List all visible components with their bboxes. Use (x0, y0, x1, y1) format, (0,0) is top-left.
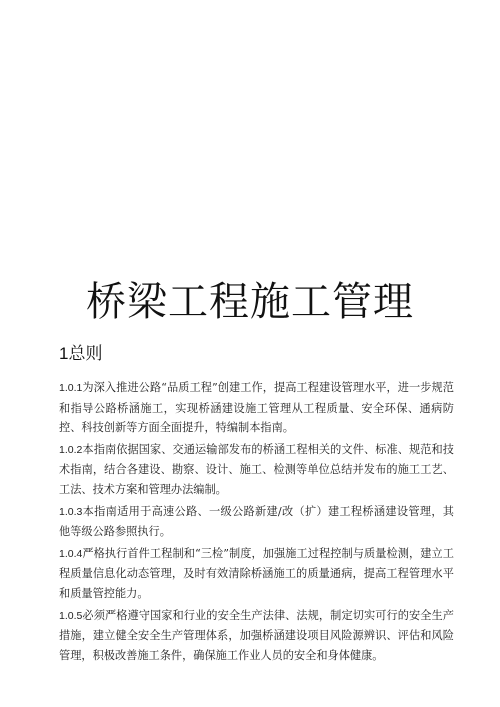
paragraph-text: 本指南依据国家、交通运输部发布的桥涵工程相关的文件、标准、规范和技术指南，结合各建设、勘察、设计、施工、检测等单位总结并发布的施工工艺、工法、技术方案和管理办法编制。 (59, 442, 454, 496)
paragraph-1-0-1 (59, 378, 454, 438)
document-title: 桥梁工程施工管理 (86, 279, 414, 325)
paragraph-text: 本指南适用于高速公路、一级公路新建/改（扩）建工程桥涵建设管理，其他等级公路参照执行。 (59, 504, 454, 539)
paragraph-1-0-3 (59, 502, 454, 542)
paragraph-1-0-4 (59, 544, 454, 604)
paragraph-number: 1.0.3 (59, 505, 83, 518)
paragraph-number: 1.0.2 (59, 443, 83, 456)
paragraph-number: 1.0.5 (59, 609, 83, 622)
section-title: 总则 (68, 344, 103, 364)
document-body (59, 378, 454, 667)
paragraph-1-0-2 (59, 440, 454, 500)
paragraph-text: 严格执行首件工程制和“三检”制度，加强施工过程控制与质量检测，建立工程质量信息化动态管理，及时有效清除桥涵施工的质量通病，提高工程管理水平和质量管控能力。 (59, 546, 454, 600)
section-heading (59, 343, 102, 365)
paragraph-1-0-5 (59, 606, 454, 666)
paragraph-text: 为深入推进公路“品质工程”创建工作，提高工程建设管理水平，进一步规范和指导公路桥涵施工，实现桥涵建设施工管理从工程质量、安全环保、通病防控、科技创新等方面全面提升，特编制本指南。 (59, 381, 454, 435)
paragraph-number: 1.0.4 (59, 547, 83, 560)
paragraph-number: 1.0.1 (59, 382, 83, 394)
paragraph-text: 必须严格遵守国家和行业的安全生产法律、法规，制定切实可行的安全生产措施，建立健全安全生产管理体系，加强桥涵建设项目风险源辨识、评估和风险管理，积极改善施工条件，确保施工作业人员的安全和身体健康。 (59, 608, 454, 662)
section-number: 1 (59, 344, 69, 363)
